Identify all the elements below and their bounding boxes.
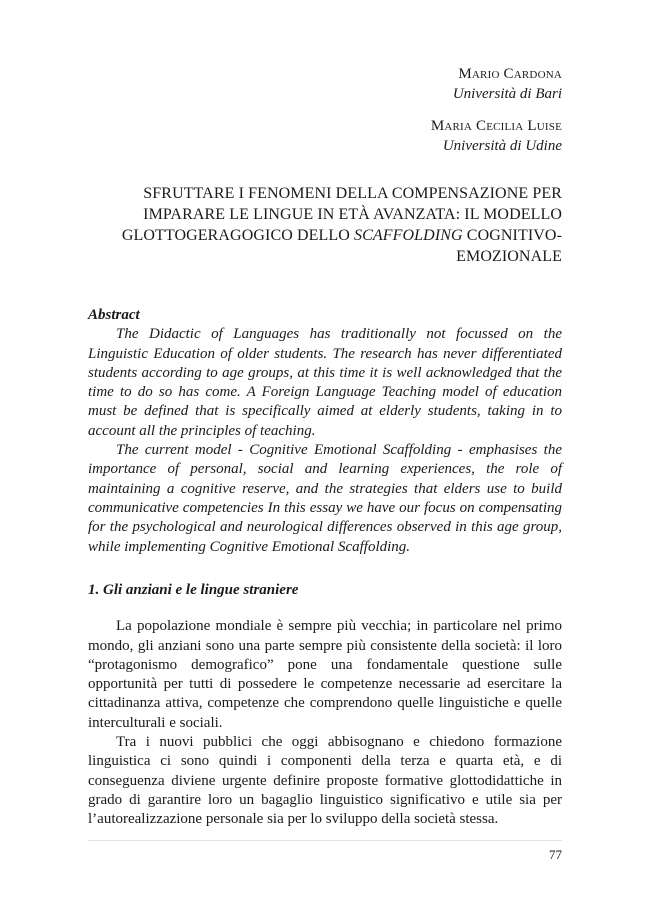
author-name: Mario Cardona [458, 66, 562, 82]
title-part-2: COGNITIVO-EMOZIONALE [456, 227, 562, 265]
author-name: Maria Cecilia Luise [430, 118, 562, 134]
author-affiliation: Università di Udine [442, 138, 562, 154]
title-part-1: SFRUTTARE I FENOMENI DELLA COMPENSAZIONE PER IMPARARE LE LINGUE IN ETÀ AVANZATA: IL MODELLO GLOTTOGERAGOGICO DELLO [121, 185, 562, 244]
abstract-paragraph: The Didactic of Languages has traditionally not focussed on the Linguistic Education of older students. The research has never differentiated students according to age groups, at this time it is well acknowledged that the time to do so has come. A Foreign Language Teaching model of education must be defined that is specifically aimed at elderly students, taking in to account all the principles of teaching. [88, 326, 562, 439]
author-2 [431, 116, 562, 156]
page-number: 77 [549, 847, 562, 862]
abstract [88, 306, 562, 557]
section-heading: 1. Gli anziani e le lingue straniere [88, 582, 299, 598]
paper-title [88, 183, 562, 267]
abstract-paragraph: The current model - Cognitive Emotional Scaffolding - emphasises the importance of personal, social and learning experiences, the role of maintaining a cognitive reserve, and the strategies that elders use to build communicative competencies In this essay we have our focus on compensating for the psychological and neurological differences observed in this age group, while implementing Cognitive Emotional Scaffolding. [88, 442, 562, 555]
body-paragraph: La popolazione mondiale è sempre più vecchia; in particolare nel primo mondo, gli anziani sono una parte sempre più consistente della società: il loro “protagonismo demografico” pone una fondamentale questione sulle opportunità per tutti di possedere le competenze necessarie ad esercitare la cittadinanza attiva, competenze che comprendono quelle linguistiche e quelle interculturali e sociali. [88, 618, 562, 731]
section-1 [88, 581, 562, 830]
title-italic-term: SCAFFOLDING [354, 227, 463, 244]
footer-divider [88, 840, 562, 841]
author-list [431, 64, 562, 156]
abstract-heading: Abstract [88, 307, 140, 323]
author-affiliation: Università di Bari [452, 86, 562, 102]
author-1 [431, 64, 562, 104]
body-paragraph: Tra i nuovi pubblici che oggi abbisognano e chiedono formazione linguistica ci sono quindi i componenti della terza e quarta età, e di conseguenza diviene urgente definire proposte formative glottodidattiche in grado di garantire loro un bagaglio linguistico significativo e utile sia per l’autorealizzazione personale sia per lo sviluppo della società stessa. [88, 734, 562, 828]
